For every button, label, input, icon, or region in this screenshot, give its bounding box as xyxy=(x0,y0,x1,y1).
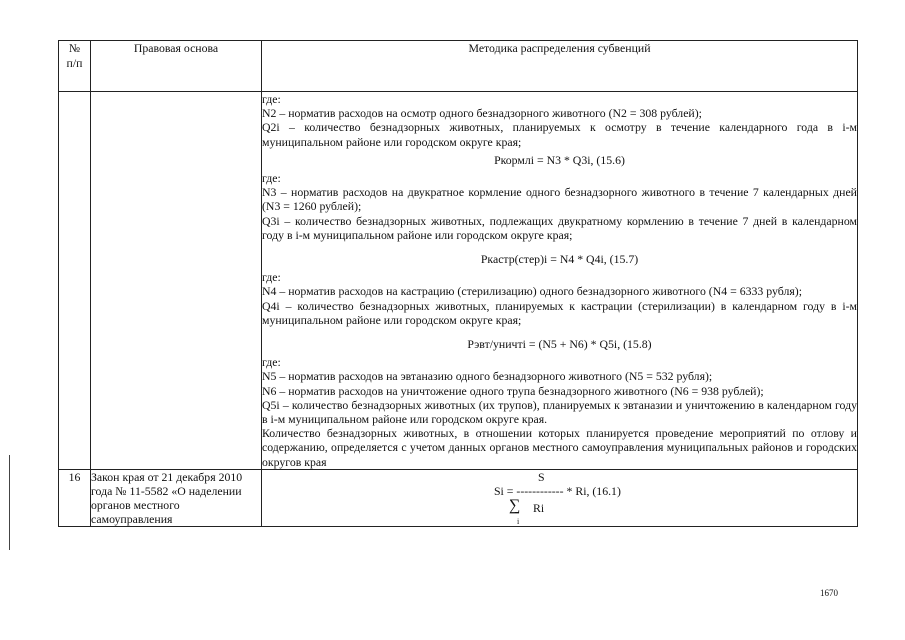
sum-formula xyxy=(262,470,857,524)
text-line: где: xyxy=(262,171,281,186)
header-number-sign: № xyxy=(68,41,81,55)
text-line: где: xyxy=(262,92,281,106)
header-number xyxy=(59,41,91,92)
text-line: N2 – норматив расходов на осмотр одного безнадзорного животного (N2 = 308 рублей); xyxy=(262,106,702,121)
text-line: Q5i – количество безнадзорных животных (их трупов), планируемых к эвтаназии и уничтожению в календарном году в i-м муниципальном районе или городском округе края. xyxy=(262,397,857,427)
legal-basis-cell xyxy=(91,92,262,470)
formula-main: Si = ------------ * Ri, (16.1) xyxy=(494,483,621,498)
text-line: N3 – норматив расходов на двукратное кормление одного безнадзорного животного в течение 7 календарных дней (N3 = 1260 рублей); xyxy=(262,185,857,214)
table-row xyxy=(59,469,858,526)
text-line: N6 – норматив расходов на уничтожение одного трупа безнадзорного животного (N6 = 938 рублей); xyxy=(262,383,764,398)
header-methodology: Методика распределения субвенций xyxy=(262,41,858,92)
methodology-cell xyxy=(262,469,858,526)
header-number-abbr: п/п xyxy=(66,56,83,70)
table-header-row xyxy=(59,41,858,92)
text-line: N4 – норматив расходов на кастрацию (стерилизацию) одного безнадзорного животного (N4 = 6333 рубля); xyxy=(262,284,802,299)
row-number-cell: 16 xyxy=(59,469,91,526)
row-number-cell xyxy=(59,92,91,470)
formula-denominator: Ri xyxy=(533,500,545,515)
formula-numerator: S xyxy=(538,469,545,484)
text-line: Количество безнадзорных животных, в отношении которых планируется проведение мероприятий по отлову и содержанию, определяется с учетом данных органов местного самоуправления муниципальных районов и городских округов края xyxy=(262,426,857,469)
text-line: Q4i – количество безнадзорных животных, планируемых к кастрации (стерилизации) в календарном году в i-м муниципальном районе или городском округе края; xyxy=(262,298,857,327)
text-line: Q3i – количество безнадзорных животных, подлежащих двукратному кормлению в течение 7 дней в календарном году в i-м муниципальном районе или городском округе края; xyxy=(262,213,857,242)
text-line: N5 – норматив расходов на эвтаназию одного безнадзорного животного (N5 = 532 рубля); xyxy=(262,369,713,384)
text-line: где: xyxy=(262,270,281,285)
formula: Ркастр(стер)i = N4 * Q4i, (15.7) xyxy=(480,252,639,267)
text-line: Q2i – количество безнадзорных животных, планируемых к осмотру в течение календарного года в i-м муниципальном районе или городском округе края; xyxy=(262,120,857,149)
methodology-cell xyxy=(262,92,858,470)
legal-basis-cell: Закон края от 21 декабря 2010 года № 11-5582 «О наделении органов местного самоуправления xyxy=(91,469,262,526)
formula: Рэвт/уничтi = (N5 + N6) * Q5i, (15.8) xyxy=(467,337,652,352)
formula: Ркормлi = N3 * Q3i, (15.6) xyxy=(494,152,625,167)
page-number: 1670 xyxy=(820,588,838,598)
table-row xyxy=(59,92,858,470)
margin-line xyxy=(9,455,10,550)
sigma-index: i xyxy=(517,516,520,526)
sigma-symbol: ∑ xyxy=(509,496,521,514)
text-line: где: xyxy=(262,355,281,370)
header-legal-basis: Правовая основа xyxy=(91,41,262,92)
subvention-table xyxy=(58,40,858,527)
